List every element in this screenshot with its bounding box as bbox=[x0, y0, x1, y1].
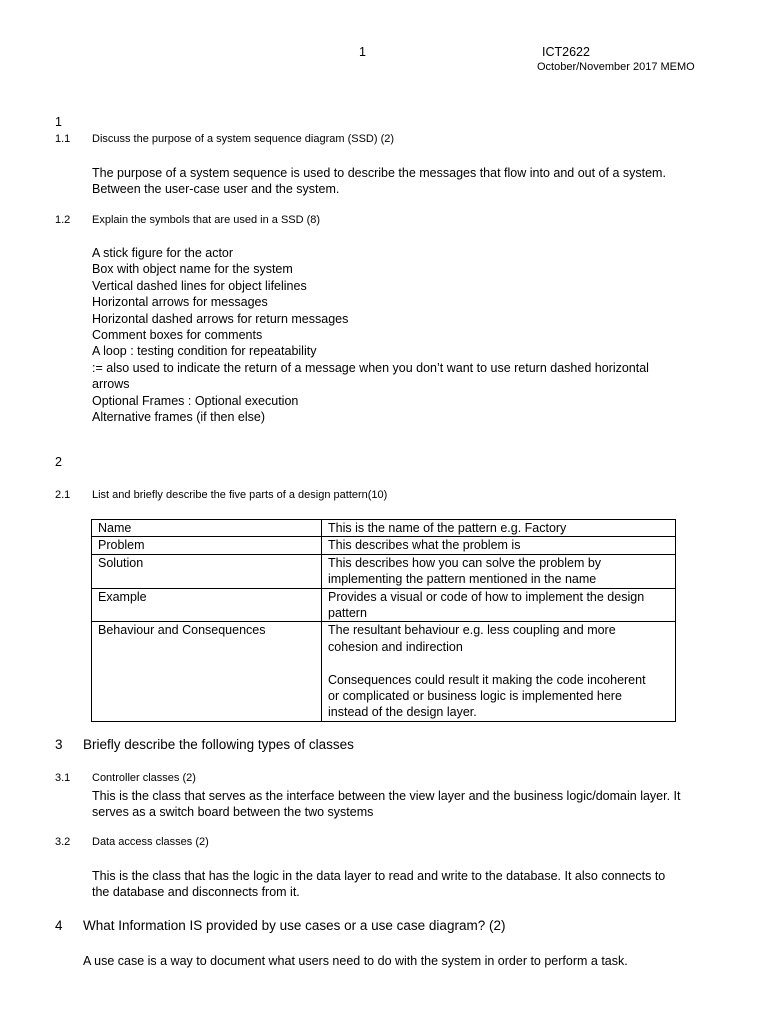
question-4-heading: What Information IS provided by use cases or a use case diagram? (2) bbox=[83, 918, 506, 933]
list-item: Comment boxes for comments bbox=[92, 328, 263, 343]
question-1-2-number: 1.2 bbox=[55, 214, 71, 226]
cell-line: cohesion and indirection bbox=[328, 639, 463, 654]
table-row bbox=[92, 537, 676, 554]
table-row bbox=[92, 554, 676, 588]
cell-line: This describes how you can solve the problem by bbox=[328, 555, 602, 570]
table-cell-part: Example bbox=[92, 588, 322, 622]
question-3-2-number: 3.2 bbox=[55, 836, 71, 848]
question-4-number: 4 bbox=[55, 918, 63, 933]
answer-line: This is the class that has the logic in the data layer to read and write to the database. It also connects to bbox=[92, 869, 666, 883]
cell-line: pattern bbox=[328, 606, 367, 621]
cell-line: instead of the design layer. bbox=[328, 705, 477, 720]
answer-3-2 bbox=[92, 868, 665, 901]
table-row bbox=[92, 622, 676, 721]
course-code: ICT2622 bbox=[542, 45, 590, 59]
table-cell-part: Name bbox=[92, 520, 322, 537]
answer-line: the database and disconnects from it. bbox=[92, 885, 300, 900]
table-cell-desc bbox=[322, 537, 676, 554]
question-3-1-number: 3.1 bbox=[55, 772, 71, 784]
question-1-2-text: Explain the symbols that are used in a SSD (8) bbox=[92, 214, 321, 226]
list-item: Horizontal dashed arrows for return messages bbox=[92, 311, 349, 326]
answer-line: Between the user-case user and the system. bbox=[92, 182, 340, 197]
answer-4: A use case is a way to document what users need to do with the system in order to perform a task. bbox=[83, 954, 628, 968]
page-number: 1 bbox=[359, 45, 366, 59]
table-row bbox=[92, 588, 676, 622]
list-item: A stick figure for the actor bbox=[92, 246, 234, 260]
question-2-1-number: 2.1 bbox=[55, 489, 71, 501]
answer-line: serves as a switch board between the two systems bbox=[92, 805, 374, 820]
question-1-1-text: Discuss the purpose of a system sequence diagram (SSD) (2) bbox=[92, 133, 395, 145]
question-3-number: 3 bbox=[55, 737, 63, 752]
question-2-1-text: List and briefly describe the five parts of a design pattern(10) bbox=[92, 489, 388, 501]
design-pattern-table bbox=[91, 519, 676, 722]
answer-3-1 bbox=[92, 788, 681, 821]
question-2-number: 2 bbox=[55, 455, 62, 469]
list-item: arrows bbox=[92, 377, 130, 392]
cell-line: This describes what the problem is bbox=[328, 538, 521, 553]
table-cell-desc bbox=[322, 588, 676, 622]
table-cell-desc bbox=[322, 554, 676, 588]
question-3-2-text: Data access classes (2) bbox=[92, 836, 209, 848]
list-item: Optional Frames : Optional execution bbox=[92, 393, 299, 408]
question-3-1-text: Controller classes (2) bbox=[92, 772, 196, 784]
question-1-1-number: 1.1 bbox=[55, 133, 71, 145]
list-item: := also used to indicate the return of a message when you don’t want to use return dashed horizontal bbox=[92, 360, 649, 375]
question-3-heading: Briefly describe the following types of classes bbox=[83, 737, 354, 752]
cell-line: The resultant behaviour e.g. less coupling and more bbox=[328, 623, 616, 638]
cell-line: Consequences could result it making the code incoherent bbox=[328, 672, 646, 687]
cell-line: or complicated or business logic is implemented here bbox=[328, 689, 622, 704]
cell-line bbox=[328, 655, 669, 671]
answer-1-2-list bbox=[92, 245, 649, 425]
cell-line: Provides a visual or code of how to implement the design bbox=[328, 589, 645, 604]
table-cell-desc bbox=[322, 520, 676, 537]
table-row bbox=[92, 520, 676, 537]
table-cell-desc bbox=[322, 622, 676, 721]
list-item: Vertical dashed lines for object lifelines bbox=[92, 278, 307, 293]
list-item: Horizontal arrows for messages bbox=[92, 295, 268, 310]
list-item: A loop : testing condition for repeatability bbox=[92, 344, 317, 359]
list-item: Alternative frames (if then else) bbox=[92, 410, 265, 425]
cell-line: This is the name of the pattern e.g. Factory bbox=[328, 521, 567, 535]
table-cell-part: Problem bbox=[92, 537, 322, 554]
answer-line: The purpose of a system sequence is used to describe the messages that flow into and out of a system. bbox=[92, 166, 666, 180]
answer-1-1 bbox=[92, 165, 666, 198]
cell-line: implementing the pattern mentioned in the name bbox=[328, 572, 597, 587]
question-1-number: 1 bbox=[55, 115, 62, 129]
table-cell-part: Behaviour and Consequences bbox=[92, 622, 322, 721]
memo-title: October/November 2017 MEMO bbox=[537, 61, 695, 73]
list-item: Box with object name for the system bbox=[92, 262, 293, 277]
table-cell-part: Solution bbox=[92, 554, 322, 588]
answer-line: This is the class that serves as the interface between the view layer and the business logic/domain layer. It bbox=[92, 789, 681, 803]
